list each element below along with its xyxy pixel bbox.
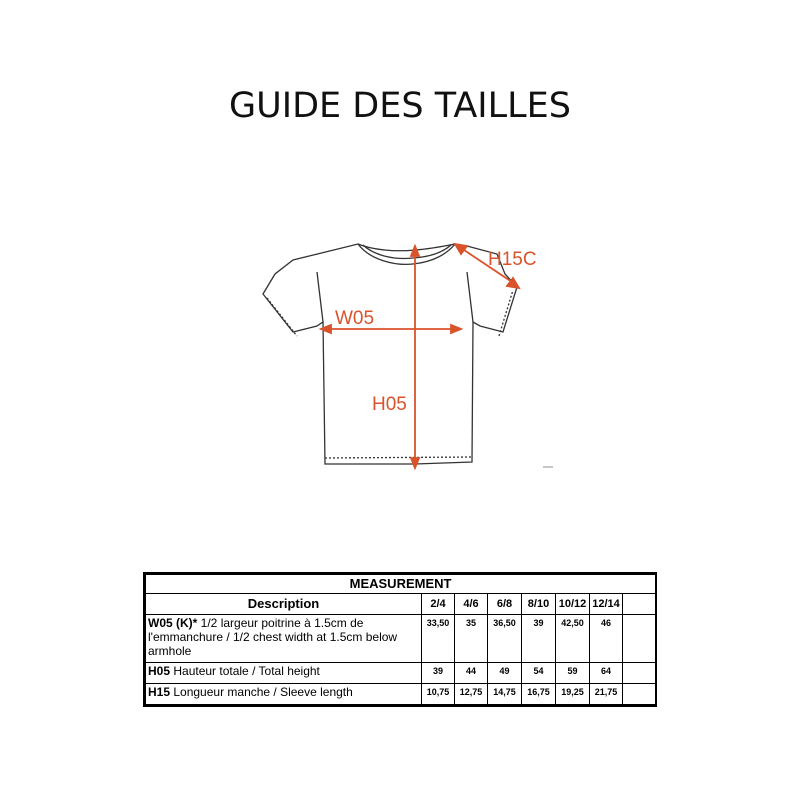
row-code: H15 <box>148 685 171 699</box>
table-cell: 36,50 <box>488 615 522 663</box>
row-description <box>146 663 422 684</box>
size-header: 8/10 <box>522 594 556 615</box>
page-title: GUIDE DES TAILLES <box>229 86 571 126</box>
table-cell: 54 <box>522 663 556 684</box>
table-cell: 19,25 <box>556 684 590 705</box>
table-cell: 35 <box>455 615 488 663</box>
row-description <box>146 615 422 663</box>
size-header: 10/12 <box>556 594 590 615</box>
size-header: 12/14 <box>590 594 623 615</box>
table-cell: 46 <box>590 615 623 663</box>
row-description <box>146 684 422 705</box>
table-cell <box>623 663 656 684</box>
table-cell: 12,75 <box>455 684 488 705</box>
table-column-headers <box>146 594 656 615</box>
table-cell: 39 <box>422 663 455 684</box>
table-cell: 64 <box>590 663 623 684</box>
tshirt-diagram <box>255 232 555 477</box>
tshirt-outline <box>263 244 553 467</box>
label-h15c: H15C <box>488 249 537 270</box>
size-header: 2/4 <box>422 594 455 615</box>
table-heading-row <box>146 575 656 594</box>
table-cell: 14,75 <box>488 684 522 705</box>
table-cell <box>623 615 656 663</box>
table-cell: 21,75 <box>590 684 623 705</box>
table-cell: 49 <box>488 663 522 684</box>
table-cell: 39 <box>522 615 556 663</box>
table-heading: MEASUREMENT <box>146 575 656 594</box>
table-cell: 59 <box>556 663 590 684</box>
label-h05: H05 <box>372 394 407 415</box>
row-text: 1/2 largeur poitrine à 1.5cm de l'emmanchure / 1/2 chest width at 1.5cm below armhole <box>148 616 398 658</box>
table-cell: 42,50 <box>556 615 590 663</box>
row-text: Hauteur totale / Total height <box>170 664 320 678</box>
table-cell: 44 <box>455 663 488 684</box>
table-cell: 33,50 <box>422 615 455 663</box>
size-header <box>623 594 656 615</box>
row-text: Longueur manche / Sleeve length <box>170 685 353 699</box>
table-cell <box>623 684 656 705</box>
table-cell: 10,75 <box>422 684 455 705</box>
table-row <box>146 663 656 684</box>
size-header: 6/8 <box>488 594 522 615</box>
row-code: H05 <box>148 664 171 678</box>
table-row <box>146 684 656 705</box>
size-header: 4/6 <box>455 594 488 615</box>
table-row <box>146 615 656 663</box>
description-header: Description <box>146 594 422 615</box>
measurement-table <box>143 572 657 707</box>
label-w05: W05 <box>335 308 375 329</box>
row-code: W05 (K)* <box>148 616 198 630</box>
measurement-arrows <box>321 244 519 468</box>
table-cell: 16,75 <box>522 684 556 705</box>
tshirt-svg <box>255 232 555 477</box>
